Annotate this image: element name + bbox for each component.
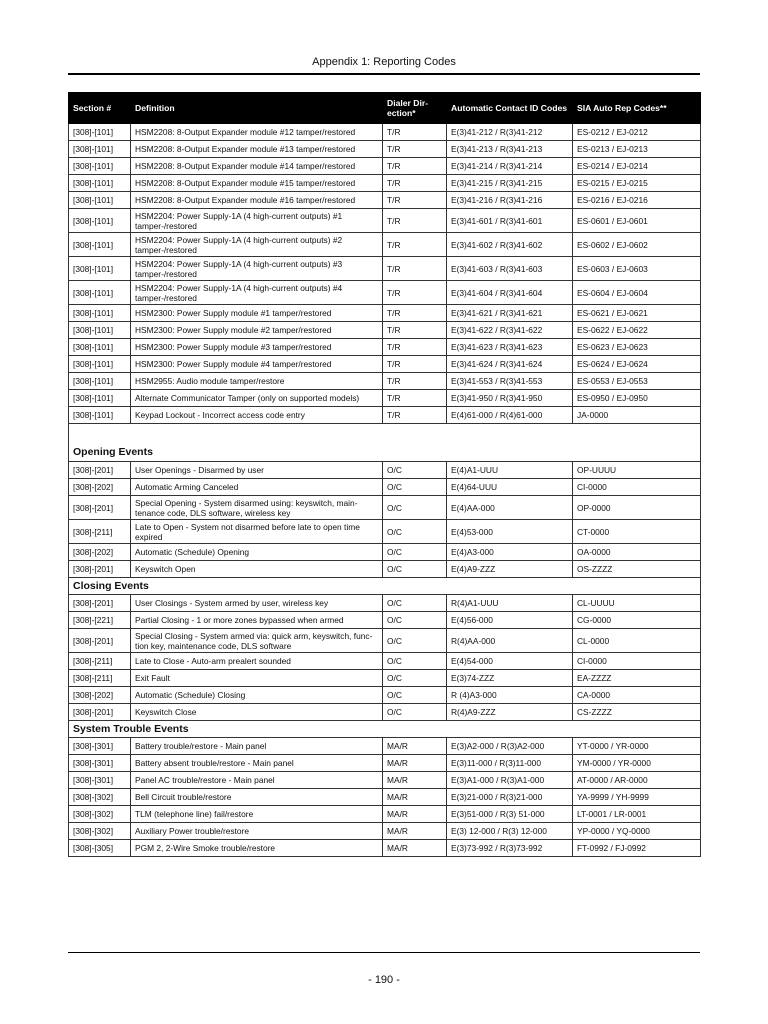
cell-section: [308]-[101] bbox=[69, 339, 131, 356]
table-row bbox=[69, 738, 701, 755]
cell-dialer-direction: O/C bbox=[383, 670, 447, 687]
header-dialer-direction: Dialer Dir- ection* bbox=[383, 93, 447, 124]
cell-section: [308]-[211] bbox=[69, 653, 131, 670]
cell-dialer-direction: T/R bbox=[383, 322, 447, 339]
cell-section: [308]-[301] bbox=[69, 755, 131, 772]
cell-contact-id: E(4)A9-ZZZ bbox=[447, 561, 573, 578]
cell-dialer-direction: O/C bbox=[383, 520, 447, 544]
table-row bbox=[69, 209, 701, 233]
table-row bbox=[69, 687, 701, 704]
cell-sia-code: FT-0992 / FJ-0992 bbox=[573, 840, 701, 857]
cell-contact-id: E(3)41-215 / R(3)41-215 bbox=[447, 175, 573, 192]
cell-section: [308]-[101] bbox=[69, 257, 131, 281]
cell-sia-code: ES-0601 / EJ-0601 bbox=[573, 209, 701, 233]
cell-definition: Bell Circuit trouble/restore bbox=[131, 789, 383, 806]
cell-contact-id: E(4)AA-000 bbox=[447, 496, 573, 520]
cell-section: [308]-[201] bbox=[69, 595, 131, 612]
cell-definition: Auxiliary Power trouble/restore bbox=[131, 823, 383, 840]
cell-dialer-direction: T/R bbox=[383, 356, 447, 373]
cell-dialer-direction: MA/R bbox=[383, 772, 447, 789]
table-row bbox=[69, 124, 701, 141]
cell-sia-code: CA-0000 bbox=[573, 687, 701, 704]
cell-definition: Automatic Arming Canceled bbox=[131, 479, 383, 496]
cell-sia-code: CS-ZZZZ bbox=[573, 704, 701, 721]
cell-contact-id: E(3)41-214 / R(3)41-214 bbox=[447, 158, 573, 175]
cell-definition: Keyswitch Open bbox=[131, 561, 383, 578]
cell-section: [308]-[201] bbox=[69, 561, 131, 578]
cell-definition: Partial Closing - 1 or more zones bypassed when armed bbox=[131, 612, 383, 629]
table-row bbox=[69, 806, 701, 823]
cell-contact-id: E(3)A1-000 / R(3)A1-000 bbox=[447, 772, 573, 789]
cell-dialer-direction: O/C bbox=[383, 479, 447, 496]
footer-rule bbox=[68, 952, 700, 953]
cell-contact-id: E(3)41-622 / R(3)41-622 bbox=[447, 322, 573, 339]
cell-sia-code: ES-0623 / EJ-0623 bbox=[573, 339, 701, 356]
cell-contact-id: E(3)41-624 / R(3)41-624 bbox=[447, 356, 573, 373]
cell-contact-id: E(3)41-950 / R(3)41-950 bbox=[447, 390, 573, 407]
table-row bbox=[69, 257, 701, 281]
cell-contact-id: E(3)51-000 / R(3) 51-000 bbox=[447, 806, 573, 823]
cell-sia-code: AT-0000 / AR-0000 bbox=[573, 772, 701, 789]
cell-section: [308]-[101] bbox=[69, 124, 131, 141]
cell-section: [308]-[221] bbox=[69, 612, 131, 629]
table-row bbox=[69, 612, 701, 629]
cell-dialer-direction: T/R bbox=[383, 390, 447, 407]
cell-definition: HSM2208: 8-Output Expander module #16 tamper/restored bbox=[131, 192, 383, 209]
cell-section: [308]-[201] bbox=[69, 496, 131, 520]
cell-sia-code: JA-0000 bbox=[573, 407, 701, 424]
cell-contact-id: E(3)A2-000 / R(3)A2-000 bbox=[447, 738, 573, 755]
cell-contact-id: E(3)41-603 / R(3)41-603 bbox=[447, 257, 573, 281]
cell-sia-code: EA-ZZZZ bbox=[573, 670, 701, 687]
cell-contact-id: R(4)AA-000 bbox=[447, 629, 573, 653]
cell-sia-code: CT-0000 bbox=[573, 520, 701, 544]
table-row bbox=[69, 789, 701, 806]
cell-dialer-direction: T/R bbox=[383, 281, 447, 305]
cell-section: [308]-[101] bbox=[69, 209, 131, 233]
cell-dialer-direction: MA/R bbox=[383, 789, 447, 806]
cell-dialer-direction: O/C bbox=[383, 544, 447, 561]
cell-section: [308]-[301] bbox=[69, 738, 131, 755]
cell-section: [308]-[202] bbox=[69, 479, 131, 496]
cell-dialer-direction: T/R bbox=[383, 209, 447, 233]
cell-dialer-direction: T/R bbox=[383, 233, 447, 257]
cell-sia-code: ES-0215 / EJ-0215 bbox=[573, 175, 701, 192]
cell-dialer-direction: T/R bbox=[383, 407, 447, 424]
table-row bbox=[69, 141, 701, 158]
cell-definition: Automatic (Schedule) Closing bbox=[131, 687, 383, 704]
cell-sia-code: ES-0622 / EJ-0622 bbox=[573, 322, 701, 339]
table-row bbox=[69, 496, 701, 520]
table-row bbox=[69, 772, 701, 789]
cell-contact-id: E(4)61-000 / R(4)61-000 bbox=[447, 407, 573, 424]
cell-dialer-direction: T/R bbox=[383, 192, 447, 209]
section-heading: Opening Events bbox=[69, 424, 701, 462]
cell-definition: HSM2208: 8-Output Expander module #12 tamper/restored bbox=[131, 124, 383, 141]
cell-sia-code: ES-0214 / EJ-0214 bbox=[573, 158, 701, 175]
page-header bbox=[68, 55, 700, 75]
cell-dialer-direction: T/R bbox=[383, 339, 447, 356]
cell-definition: Alternate Communicator Tamper (only on supported models) bbox=[131, 390, 383, 407]
section-heading: System Trouble Events bbox=[69, 721, 701, 738]
cell-definition: HSM2204: Power Supply-1A (4 high-current outputs) #4 tamper-/restored bbox=[131, 281, 383, 305]
cell-dialer-direction: T/R bbox=[383, 124, 447, 141]
cell-sia-code: YM-0000 / YR-0000 bbox=[573, 755, 701, 772]
table-row bbox=[69, 704, 701, 721]
cell-definition: HSM2300: Power Supply module #2 tamper/restored bbox=[131, 322, 383, 339]
cell-dialer-direction: O/C bbox=[383, 653, 447, 670]
cell-sia-code: CG-0000 bbox=[573, 612, 701, 629]
cell-section: [308]-[101] bbox=[69, 322, 131, 339]
cell-sia-code: OP-0000 bbox=[573, 496, 701, 520]
cell-dialer-direction: T/R bbox=[383, 305, 447, 322]
cell-contact-id: E(3)41-216 / R(3)41-216 bbox=[447, 192, 573, 209]
cell-dialer-direction: O/C bbox=[383, 612, 447, 629]
page-number: - 190 - bbox=[368, 974, 400, 986]
table-row bbox=[69, 175, 701, 192]
cell-definition: HSM2204: Power Supply-1A (4 high-current outputs) #3 tamper-/restored bbox=[131, 257, 383, 281]
cell-contact-id: E(3)41-213 / R(3)41-213 bbox=[447, 141, 573, 158]
cell-sia-code: YP-0000 / YQ-0000 bbox=[573, 823, 701, 840]
cell-section: [308]-[202] bbox=[69, 687, 131, 704]
table-row bbox=[69, 305, 701, 322]
cell-sia-code: ES-0621 / EJ-0621 bbox=[573, 305, 701, 322]
cell-sia-code: CL-0000 bbox=[573, 629, 701, 653]
cell-sia-code: ES-0602 / EJ-0602 bbox=[573, 233, 701, 257]
cell-dialer-direction: T/R bbox=[383, 373, 447, 390]
table-row bbox=[69, 629, 701, 653]
cell-definition: Special Opening - System disarmed using: keyswitch, main-tenance code, DLS software, wireless key bbox=[131, 496, 383, 520]
cell-dialer-direction: O/C bbox=[383, 595, 447, 612]
cell-contact-id: E(3)41-212 / R(3)41-212 bbox=[447, 124, 573, 141]
cell-contact-id: E(3)41-602 / R(3)41-602 bbox=[447, 233, 573, 257]
cell-contact-id: E(3)11-000 / R(3)11-000 bbox=[447, 755, 573, 772]
cell-definition: HSM2300: Power Supply module #4 tamper/restored bbox=[131, 356, 383, 373]
cell-section: [308]-[101] bbox=[69, 356, 131, 373]
cell-contact-id: E(3)73-992 / R(3)73-992 bbox=[447, 840, 573, 857]
cell-definition: Exit Fault bbox=[131, 670, 383, 687]
header-section: Section # bbox=[69, 93, 131, 124]
table-row bbox=[69, 823, 701, 840]
cell-definition: Automatic (Schedule) Opening bbox=[131, 544, 383, 561]
cell-contact-id: E(4)A1-UUU bbox=[447, 462, 573, 479]
cell-definition: HSM2300: Power Supply module #3 tamper/restored bbox=[131, 339, 383, 356]
cell-dialer-direction: MA/R bbox=[383, 755, 447, 772]
cell-sia-code: ES-0950 / EJ-0950 bbox=[573, 390, 701, 407]
table-row bbox=[69, 390, 701, 407]
table-header-row bbox=[69, 93, 701, 124]
cell-sia-code: YA-9999 / YH-9999 bbox=[573, 789, 701, 806]
cell-contact-id: E(3)41-604 / R(3)41-604 bbox=[447, 281, 573, 305]
cell-section: [308]-[301] bbox=[69, 772, 131, 789]
cell-definition: Battery absent trouble/restore - Main panel bbox=[131, 755, 383, 772]
cell-contact-id: E(3)41-623 / R(3)41-623 bbox=[447, 339, 573, 356]
cell-contact-id: E(4)56-000 bbox=[447, 612, 573, 629]
table-row bbox=[69, 462, 701, 479]
cell-contact-id: E(3)41-621 / R(3)41-621 bbox=[447, 305, 573, 322]
cell-sia-code: CI-0000 bbox=[573, 653, 701, 670]
cell-definition: Special Closing - System armed via: quick arm, keyswitch, func-tion key, maintenance code, DLS software bbox=[131, 629, 383, 653]
cell-dialer-direction: T/R bbox=[383, 175, 447, 192]
table-row bbox=[69, 520, 701, 544]
page-header-title: Appendix 1: Reporting Codes bbox=[312, 56, 456, 68]
header-definition: Definition bbox=[131, 93, 383, 124]
table-row bbox=[69, 561, 701, 578]
cell-definition: Keyswitch Close bbox=[131, 704, 383, 721]
reporting-codes-table bbox=[68, 92, 701, 857]
cell-dialer-direction: O/C bbox=[383, 687, 447, 704]
cell-section: [308]-[101] bbox=[69, 175, 131, 192]
cell-contact-id: E(3)74-ZZZ bbox=[447, 670, 573, 687]
header-contact-id: Automatic Contact ID Codes bbox=[447, 93, 573, 124]
cell-contact-id: E(4)54-000 bbox=[447, 653, 573, 670]
cell-contact-id: E(3)21-000 / R(3)21-000 bbox=[447, 789, 573, 806]
cell-sia-code: ES-0212 / EJ-0212 bbox=[573, 124, 701, 141]
table-row bbox=[69, 670, 701, 687]
cell-contact-id: E(4)64-UUU bbox=[447, 479, 573, 496]
table-row bbox=[69, 479, 701, 496]
table-row bbox=[69, 840, 701, 857]
cell-section: [308]-[101] bbox=[69, 373, 131, 390]
cell-sia-code: ES-0213 / EJ-0213 bbox=[573, 141, 701, 158]
cell-sia-code: OA-0000 bbox=[573, 544, 701, 561]
cell-definition: HSM2955: Audio module tamper/restore bbox=[131, 373, 383, 390]
cell-sia-code: CL-UUUU bbox=[573, 595, 701, 612]
cell-definition: HSM2204: Power Supply-1A (4 high-current outputs) #2 tamper-/restored bbox=[131, 233, 383, 257]
cell-definition: User Openings - Disarmed by user bbox=[131, 462, 383, 479]
cell-dialer-direction: O/C bbox=[383, 496, 447, 520]
cell-section: [308]-[101] bbox=[69, 390, 131, 407]
cell-section: [308]-[202] bbox=[69, 544, 131, 561]
table-row bbox=[69, 339, 701, 356]
cell-dialer-direction: O/C bbox=[383, 704, 447, 721]
cell-contact-id: R(4)A9-ZZZ bbox=[447, 704, 573, 721]
header-sia-codes: SIA Auto Rep Codes** bbox=[573, 93, 701, 124]
cell-dialer-direction: O/C bbox=[383, 629, 447, 653]
table-row bbox=[69, 595, 701, 612]
cell-contact-id: E(3)41-553 / R(3)41-553 bbox=[447, 373, 573, 390]
cell-definition: TLM (telephone line) fail/restore bbox=[131, 806, 383, 823]
cell-definition: Battery trouble/restore - Main panel bbox=[131, 738, 383, 755]
table-row bbox=[69, 356, 701, 373]
cell-section: [308]-[305] bbox=[69, 840, 131, 857]
cell-dialer-direction: MA/R bbox=[383, 823, 447, 840]
cell-sia-code: ES-0216 / EJ-0216 bbox=[573, 192, 701, 209]
cell-definition: Panel AC trouble/restore - Main panel bbox=[131, 772, 383, 789]
cell-contact-id: E(4)A3-000 bbox=[447, 544, 573, 561]
cell-section: [308]-[211] bbox=[69, 520, 131, 544]
table-row bbox=[69, 322, 701, 339]
table-row bbox=[69, 755, 701, 772]
cell-dialer-direction: MA/R bbox=[383, 806, 447, 823]
table-row bbox=[69, 373, 701, 390]
cell-section: [308]-[302] bbox=[69, 823, 131, 840]
cell-section: [308]-[101] bbox=[69, 407, 131, 424]
cell-contact-id: E(4)53-000 bbox=[447, 520, 573, 544]
table-row bbox=[69, 192, 701, 209]
cell-definition: Late to Close - Auto-arm prealert sounded bbox=[131, 653, 383, 670]
cell-section: [308]-[302] bbox=[69, 806, 131, 823]
cell-section: [308]-[101] bbox=[69, 192, 131, 209]
cell-dialer-direction: T/R bbox=[383, 141, 447, 158]
cell-sia-code: ES-0624 / EJ-0624 bbox=[573, 356, 701, 373]
cell-section: [308]-[101] bbox=[69, 158, 131, 175]
cell-definition: PGM 2, 2-Wire Smoke trouble/restore bbox=[131, 840, 383, 857]
table-body bbox=[69, 124, 701, 857]
cell-definition: HSM2300: Power Supply module #1 tamper/restored bbox=[131, 305, 383, 322]
cell-section: [308]-[101] bbox=[69, 281, 131, 305]
table-row bbox=[69, 281, 701, 305]
cell-contact-id: R(4)A1-UUU bbox=[447, 595, 573, 612]
cell-dialer-direction: O/C bbox=[383, 462, 447, 479]
section-heading-row bbox=[69, 424, 701, 462]
cell-definition: Keypad Lockout - Incorrect access code entry bbox=[131, 407, 383, 424]
table-row bbox=[69, 653, 701, 670]
cell-definition: HSM2208: 8-Output Expander module #14 tamper/restored bbox=[131, 158, 383, 175]
cell-section: [308]-[201] bbox=[69, 462, 131, 479]
cell-sia-code: OS-ZZZZ bbox=[573, 561, 701, 578]
cell-sia-code: OP-UUUU bbox=[573, 462, 701, 479]
cell-definition: HSM2204: Power Supply-1A (4 high-current outputs) #1 tamper-/restored bbox=[131, 209, 383, 233]
cell-dialer-direction: MA/R bbox=[383, 840, 447, 857]
section-heading: Closing Events bbox=[69, 578, 701, 595]
cell-section: [308]-[211] bbox=[69, 670, 131, 687]
cell-sia-code: ES-0603 / EJ-0603 bbox=[573, 257, 701, 281]
section-heading-row bbox=[69, 721, 701, 738]
cell-contact-id: E(3) 12-000 / R(3) 12-000 bbox=[447, 823, 573, 840]
cell-contact-id: E(3)41-601 / R(3)41-601 bbox=[447, 209, 573, 233]
cell-section: [308]-[302] bbox=[69, 789, 131, 806]
cell-section: [308]-[201] bbox=[69, 629, 131, 653]
cell-sia-code: ES-0553 / EJ-0553 bbox=[573, 373, 701, 390]
table-row bbox=[69, 407, 701, 424]
cell-section: [308]-[201] bbox=[69, 704, 131, 721]
cell-definition: HSM2208: 8-Output Expander module #13 tamper/restored bbox=[131, 141, 383, 158]
cell-dialer-direction: O/C bbox=[383, 561, 447, 578]
cell-section: [308]-[101] bbox=[69, 141, 131, 158]
cell-definition: HSM2208: 8-Output Expander module #15 tamper/restored bbox=[131, 175, 383, 192]
cell-definition: Late to Open - System not disarmed before late to open time expired bbox=[131, 520, 383, 544]
cell-dialer-direction: MA/R bbox=[383, 738, 447, 755]
cell-definition: User Closings - System armed by user, wireless key bbox=[131, 595, 383, 612]
table-row bbox=[69, 158, 701, 175]
table-row bbox=[69, 233, 701, 257]
cell-dialer-direction: T/R bbox=[383, 158, 447, 175]
cell-sia-code: ES-0604 / EJ-0604 bbox=[573, 281, 701, 305]
section-heading-row bbox=[69, 578, 701, 595]
cell-section: [308]-[101] bbox=[69, 233, 131, 257]
cell-sia-code: CI-0000 bbox=[573, 479, 701, 496]
cell-dialer-direction: T/R bbox=[383, 257, 447, 281]
cell-sia-code: YT-0000 / YR-0000 bbox=[573, 738, 701, 755]
cell-contact-id: R (4)A3-000 bbox=[447, 687, 573, 704]
cell-sia-code: LT-0001 / LR-0001 bbox=[573, 806, 701, 823]
cell-section: [308]-[101] bbox=[69, 305, 131, 322]
table-row bbox=[69, 544, 701, 561]
